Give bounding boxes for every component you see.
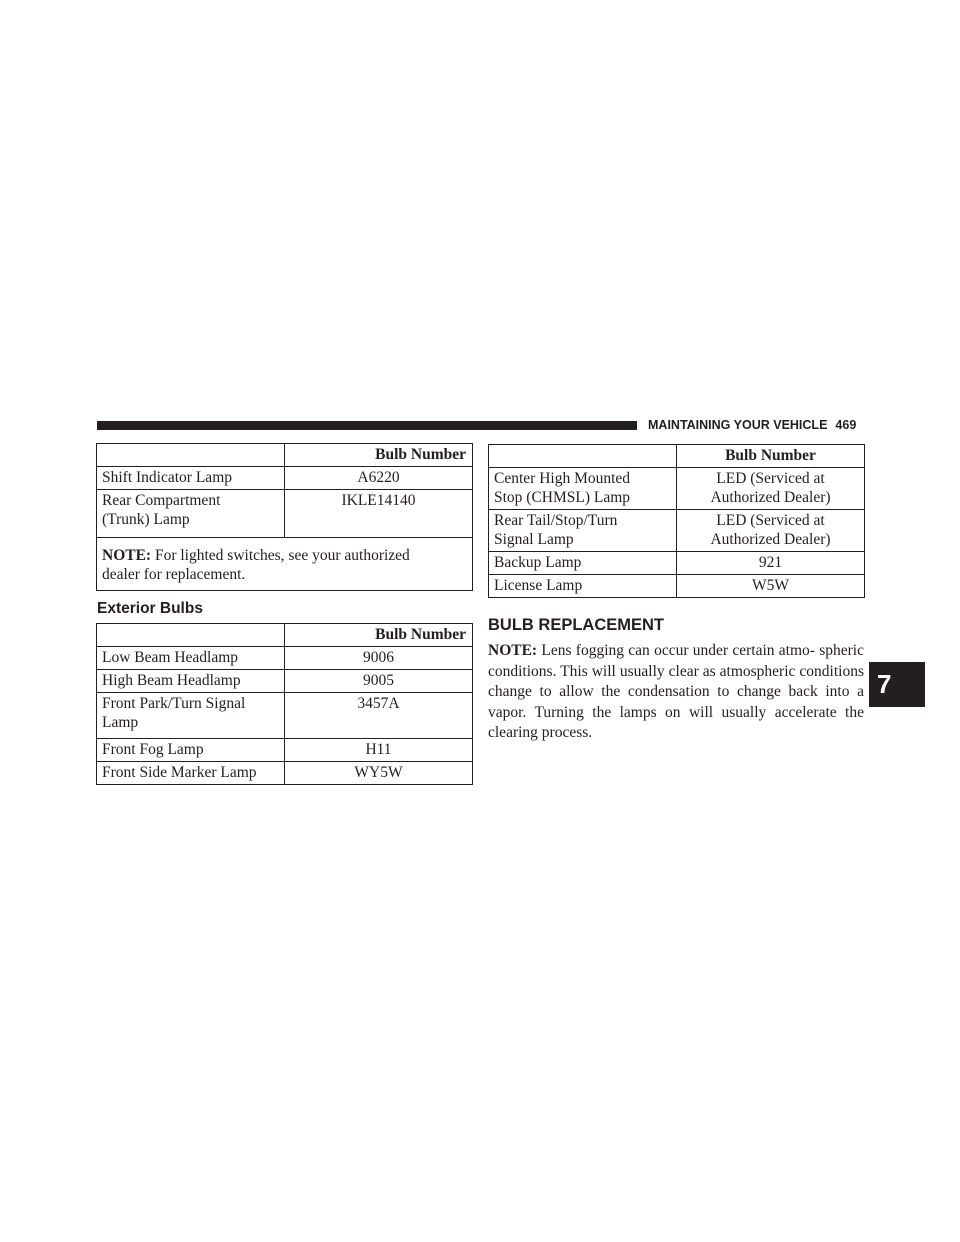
bulb-replacement-note <box>488 641 864 744</box>
note-text-line: dealer for replacement. <box>102 566 246 583</box>
lamp-name-cell <box>97 693 285 739</box>
table-row <box>97 647 473 670</box>
table-row <box>97 762 473 785</box>
table-row <box>489 468 865 510</box>
paragraph-line: Lens fogging can occur under certain atmo- <box>541 642 815 659</box>
exterior-bulb-table <box>96 623 473 785</box>
table-row <box>97 490 473 538</box>
lamp-name-cell <box>97 490 285 538</box>
lamp-name-cell: Shift Indicator Lamp <box>97 467 285 490</box>
table-row <box>97 693 473 739</box>
paragraph-line: spheric conditions. This will usually clear as atmospheric <box>488 642 864 680</box>
lamp-name-cell: Backup Lamp <box>489 552 677 575</box>
header-rule <box>97 421 637 430</box>
table-header-row <box>97 444 473 467</box>
table-row <box>489 552 865 575</box>
bulb-number-cell: W5W <box>677 575 865 598</box>
lamp-name-line: Rear Tail/Stop/Turn <box>494 512 618 529</box>
bulb-text-line: LED (Serviced at <box>716 470 825 487</box>
lamp-name-cell: License Lamp <box>489 575 677 598</box>
table-row <box>97 670 473 693</box>
chapter-tab: 7 <box>869 662 925 707</box>
rear-bulb-table <box>488 444 865 598</box>
exterior-bulbs-heading: Exterior Bulbs <box>97 600 203 617</box>
section-title: MAINTAINING YOUR VEHICLE <box>648 418 828 432</box>
lamp-name-cell: Low Beam Headlamp <box>97 647 285 670</box>
lamp-name-line: Stop (CHMSL) Lamp <box>494 489 631 506</box>
bulb-number-cell: WY5W <box>285 762 473 785</box>
bulb-number-cell: IKLE14140 <box>285 490 473 538</box>
bulb-replacement-heading: BULB REPLACEMENT <box>488 616 664 634</box>
bulb-text-line: Authorized Dealer) <box>710 489 831 506</box>
bulb-number-cell <box>677 468 865 510</box>
lamp-name-line: Front Park/Turn Signal <box>102 695 246 712</box>
note-row <box>97 538 473 591</box>
note-label: NOTE: <box>102 547 152 564</box>
bulb-number-cell: 921 <box>677 552 865 575</box>
lamp-name-cell <box>489 468 677 510</box>
table-header-row <box>489 445 865 468</box>
bulb-number-cell: H11 <box>285 739 473 762</box>
bulb-text-line: Authorized Dealer) <box>710 531 831 548</box>
paragraph-line: conditions change to allow the condensation to change <box>488 662 865 700</box>
note-label: NOTE: <box>488 642 538 659</box>
table-header-blank-cell <box>97 624 285 647</box>
bulb-text-line: LED (Serviced at <box>716 512 825 529</box>
table-row <box>97 739 473 762</box>
lamp-name-cell: Front Fog Lamp <box>97 739 285 762</box>
lamp-name-line: Center High Mounted <box>494 470 631 487</box>
interior-bulb-table <box>96 443 473 591</box>
lamp-name-line: Rear Compartment <box>102 492 221 509</box>
lamp-name-line: Signal Lamp <box>494 531 574 548</box>
lamp-name-cell <box>489 510 677 552</box>
table-header-blank-cell <box>489 445 677 468</box>
table-header-row <box>97 624 473 647</box>
running-header <box>648 417 864 433</box>
bulb-number-header: Bulb Number <box>285 444 473 467</box>
bulb-number-cell: 9005 <box>285 670 473 693</box>
note-cell <box>97 538 473 591</box>
bulb-number-cell: 9006 <box>285 647 473 670</box>
note-text-line: For lighted switches, see your authorized <box>154 547 410 564</box>
lamp-name-line: (Trunk) Lamp <box>102 511 190 528</box>
paragraph-line: back into a vapor. Turning the lamps on will usually <box>488 683 864 721</box>
table-row <box>97 467 473 490</box>
paragraph-line: accelerate the clearing process. <box>488 703 864 741</box>
lamp-name-cell: Front Side Marker Lamp <box>97 762 285 785</box>
lamp-name-line: Lamp <box>102 714 139 731</box>
table-row <box>489 510 865 552</box>
bulb-number-header: Bulb Number <box>677 445 865 468</box>
bulb-number-cell <box>677 510 865 552</box>
table-header-blank-cell <box>97 444 285 467</box>
lamp-name-cell: High Beam Headlamp <box>97 670 285 693</box>
page-number: 469 <box>835 418 857 432</box>
bulb-number-header: Bulb Number <box>285 624 473 647</box>
bulb-number-cell: 3457A <box>285 693 473 739</box>
bulb-number-cell: A6220 <box>285 467 473 490</box>
table-row <box>489 575 865 598</box>
